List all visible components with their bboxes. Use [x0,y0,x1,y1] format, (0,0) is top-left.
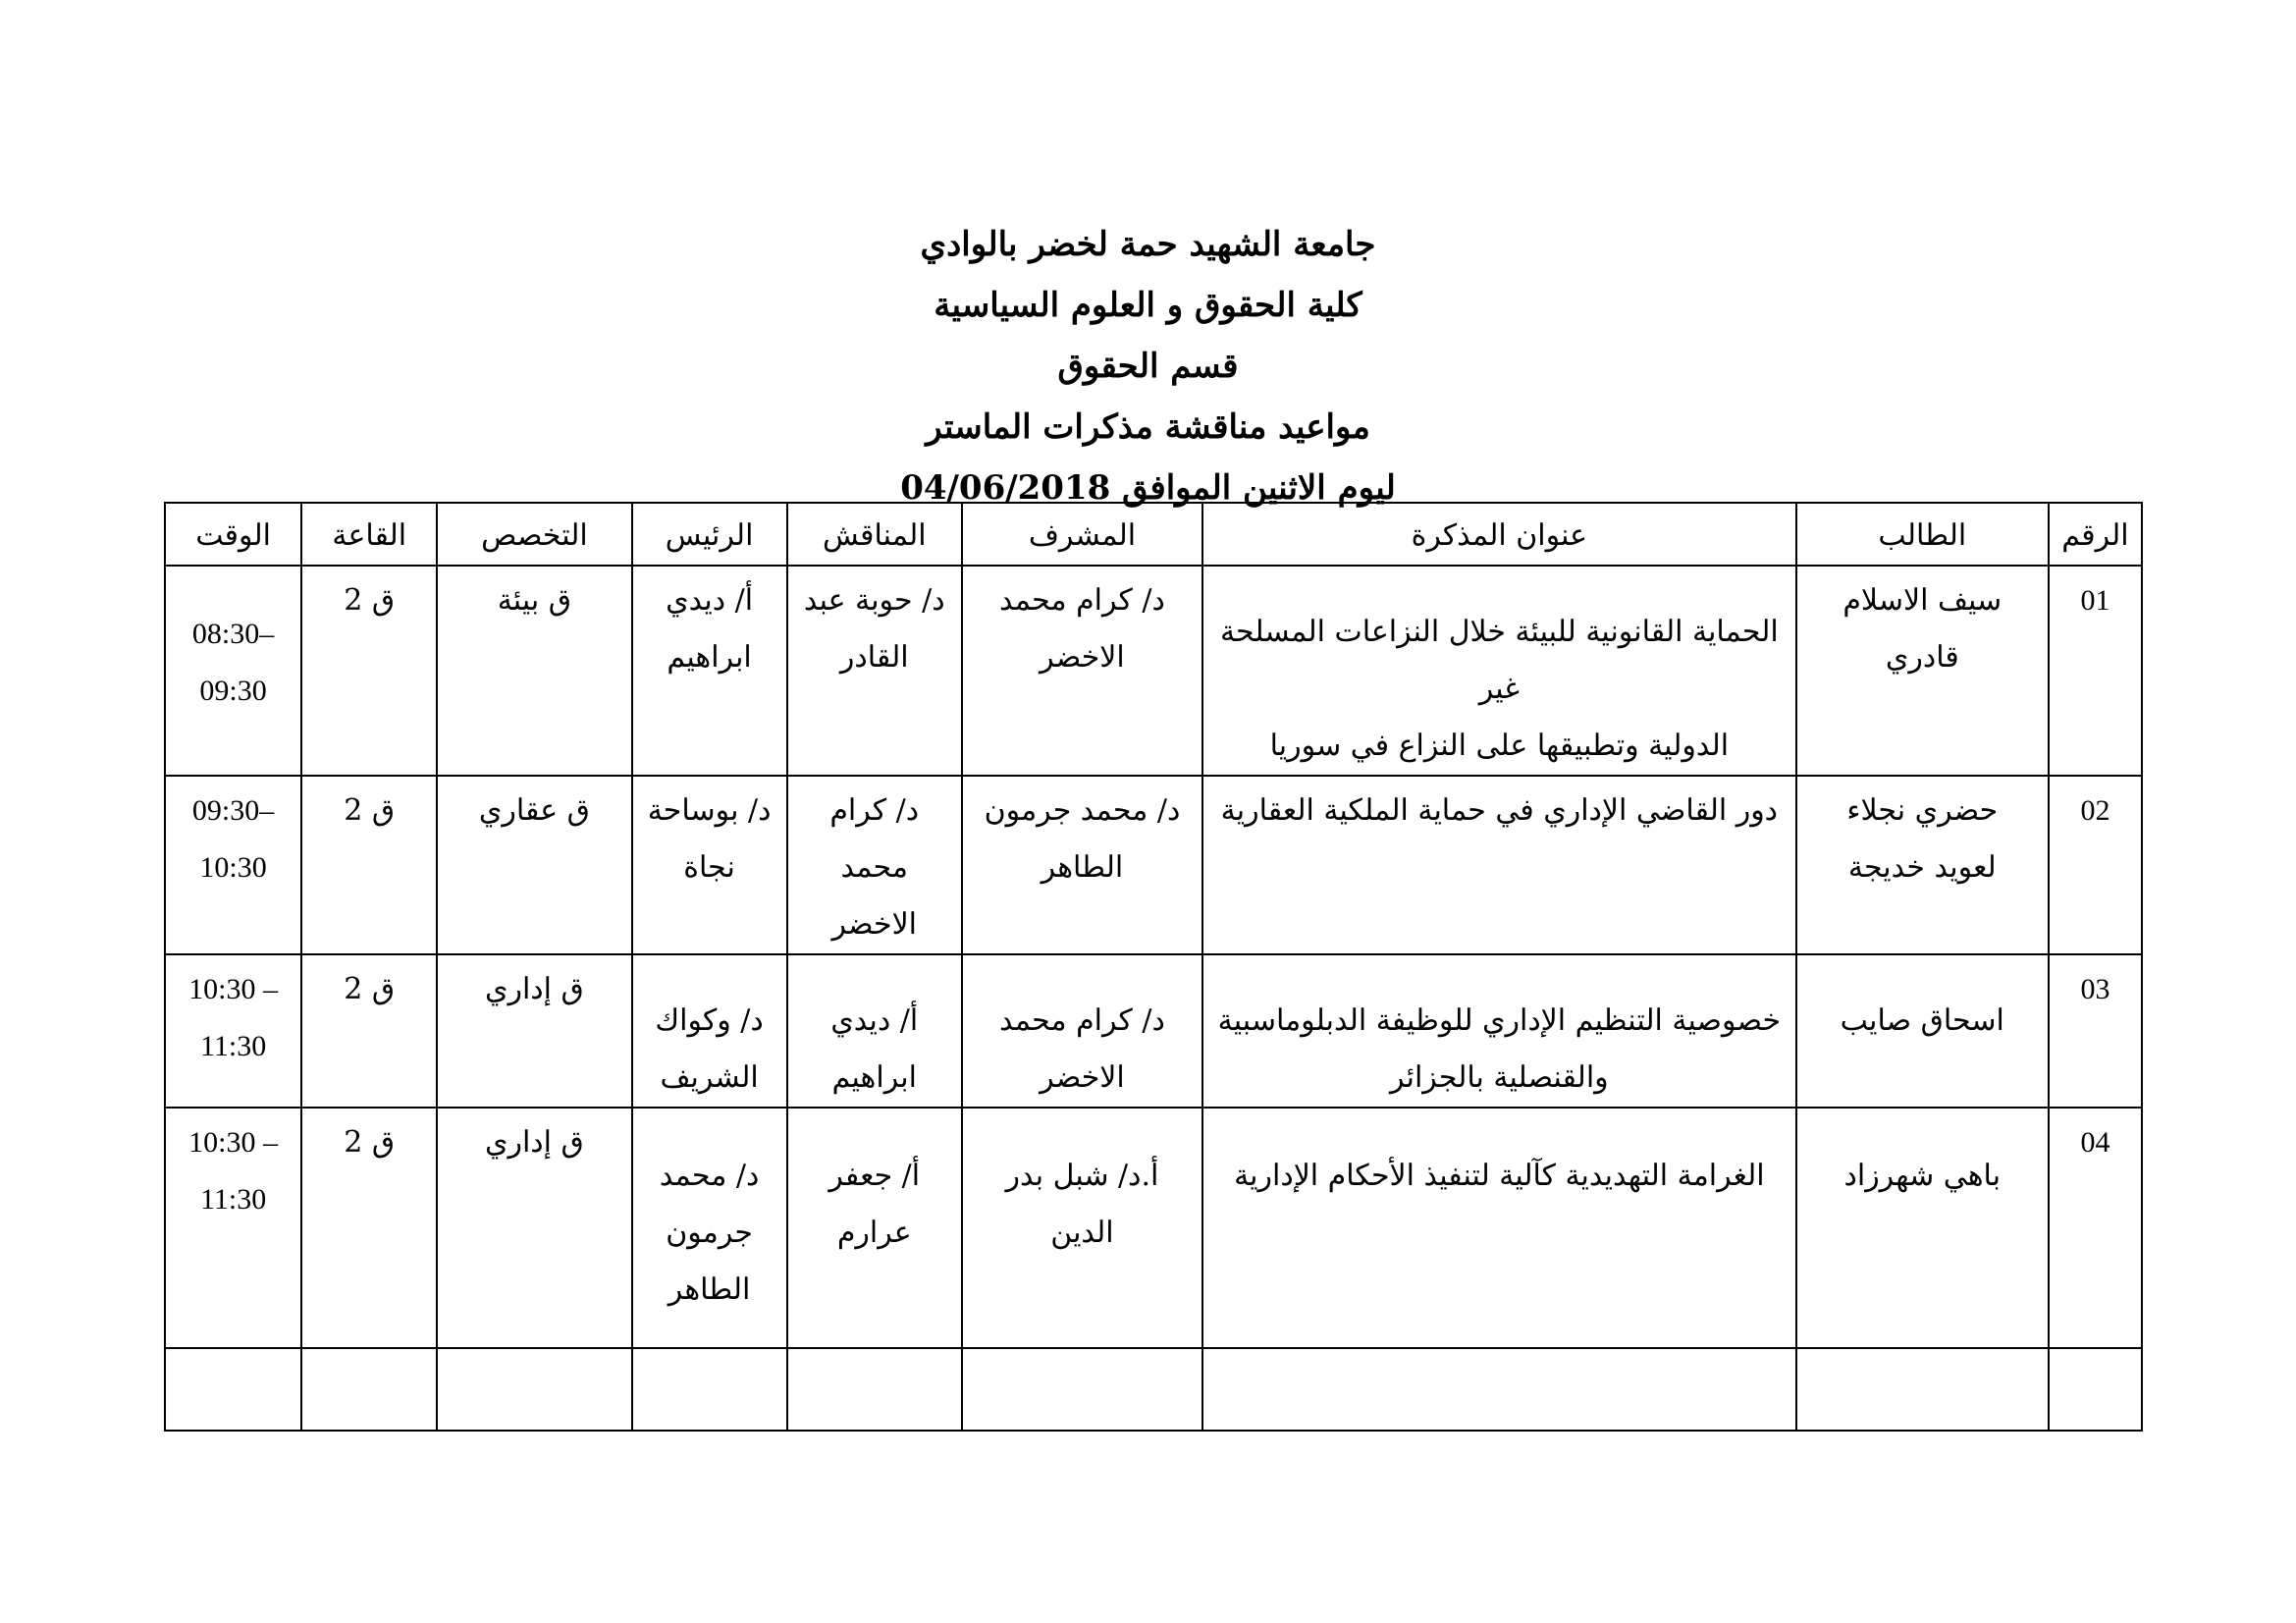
document-header [0,214,2296,518]
empty-cell [2049,1348,2142,1431]
thesis-title-line: والقنصلية بالجزائر [1390,1060,1609,1095]
room-cell: ق 2 [301,954,437,1108]
examiner-cell [787,566,962,776]
supervisor-line: د/ محمد جرمون [984,793,1181,828]
president-line: ابراهيم [667,640,752,675]
table-row [165,566,2142,776]
time-line: 11:30 [199,1183,267,1216]
student-name-line: قادري [1885,640,1959,675]
column-header: الرقم [2049,503,2142,566]
column-header: الوقت [165,503,301,566]
row-number: 04 [2049,1108,2142,1348]
supervisor-line: الاخضر [1040,1060,1125,1095]
supervisor-cell [962,566,1202,776]
row-number: 03 [2049,954,2142,1108]
examiner-line: القادر [839,640,909,675]
examiner-line: د/ حوبة عبد [803,583,945,618]
defense-schedule-table [164,502,2143,1432]
empty-cell [1796,1348,2049,1431]
table-header-row [165,503,2142,566]
faculty-name: كلية الحقوق و العلوم السياسية [934,286,1362,325]
examiner-cell [787,1108,962,1348]
table-row [165,954,2142,1108]
time-line: 11:30 [199,1030,267,1062]
president-line: د/ بوساحة [647,793,772,828]
room-cell: ق 2 [301,566,437,776]
row-number: 02 [2049,776,2142,954]
examiner-line: أ/ ديدي [830,1003,919,1038]
time-cell [165,566,301,776]
supervisor-cell [962,776,1202,954]
examiner-line: ابراهيم [831,1060,917,1095]
column-header: المناقش [787,503,962,566]
time-line: 09:30 [199,675,267,707]
room-cell: ق 2 [301,1108,437,1348]
president-line: د/ وكواك [655,1003,764,1038]
thesis-title-line: دور القاضي الإداري في حماية الملكية العقارية [1220,793,1779,828]
examiner-line: أ/ جعفر [828,1159,921,1193]
president-cell [632,776,787,954]
empty-cell [962,1348,1202,1431]
student-name-line: حضري نجلاء [1846,793,1999,828]
date-line: ليوم الاثنين الموافق 04/06/2018 [900,468,1396,508]
student-cell [1796,566,2049,776]
empty-table-row [165,1348,2142,1431]
supervisor-line: الاخضر [1040,640,1125,675]
student-name-line: سيف الاسلام [1842,583,2002,618]
time-line: 10:30 – [188,973,279,1005]
department-name: قسم الحقوق [1057,347,1239,386]
student-name-line: اسحاق صايب [1840,1003,2004,1038]
column-header: الرئيس [632,503,787,566]
student-name-line: لعويد خديجة [1847,850,1997,885]
thesis-title-line: الغرامة التهديدية كآلية لتنفيذ الأحكام الإدارية [1234,1159,1765,1193]
university-name: جامعة الشهيد حمة لخضر بالوادي [920,225,1376,264]
specialty-cell: ق بيئة [437,566,631,776]
thesis-title-line: خصوصية التنظيم الإداري للوظيفة الدبلوماسبية [1217,1003,1782,1038]
column-header: المشرف [962,503,1202,566]
empty-cell [1202,1348,1796,1431]
president-line: الطاهر [667,1272,751,1307]
thesis-title-line: الحماية القانونية للبيئة خلال النزاعات المسلحة غير [1219,615,1779,706]
time-line: 09:30– [191,794,275,827]
empty-cell [301,1348,437,1431]
student-cell [1796,1108,2049,1348]
supervisor-line: د/ كرام محمد [999,583,1165,618]
specialty-cell: ق عقاري [437,776,631,954]
specialty-cell: ق إداري [437,1108,631,1348]
president-line: أ/ ديدي [666,583,754,618]
student-cell [1796,954,2049,1108]
document-title: مواعيد مناقشة مذكرات الماستر [926,407,1370,447]
column-header: عنوان المذكرة [1202,503,1796,566]
room-cell: ق 2 [301,776,437,954]
column-header: التخصص [437,503,631,566]
supervisor-cell [962,954,1202,1108]
thesis-title-cell [1202,776,1796,954]
row-number: 01 [2049,566,2142,776]
supervisor-cell [962,1108,1202,1348]
president-line: د/ محمد [659,1159,760,1193]
president-cell [632,954,787,1108]
column-header: القاعة [301,503,437,566]
thesis-title-cell [1202,566,1796,776]
empty-cell [165,1348,301,1431]
column-header: الطالب [1796,503,2049,566]
student-cell [1796,776,2049,954]
examiner-cell [787,776,962,954]
president-line: الشريف [660,1060,759,1095]
time-cell [165,954,301,1108]
examiner-cell [787,954,962,1108]
examiner-line: عرارم [836,1216,912,1250]
empty-cell [437,1348,631,1431]
supervisor-line: الطاهر [1041,850,1124,885]
supervisor-line: د/ كرام محمد [999,1003,1165,1038]
examiner-line: د/ كرام محمد [829,793,920,885]
examiner-line: الاخضر [831,907,918,942]
thesis-title-cell [1202,1108,1796,1348]
supervisor-line: أ.د/ شبل بدر الدين [1005,1159,1159,1250]
time-line: 10:30 [199,851,267,884]
empty-cell [632,1348,787,1431]
table-row [165,776,2142,954]
table-row [165,1108,2142,1348]
student-name-line: باهي شهرزاد [1843,1159,2002,1193]
time-cell [165,776,301,954]
time-cell [165,1108,301,1348]
president-cell [632,1108,787,1348]
empty-cell [787,1348,962,1431]
specialty-cell: ق إداري [437,954,631,1108]
president-line: جرمون [666,1216,753,1250]
time-line: 08:30– [191,618,275,650]
thesis-title-cell [1202,954,1796,1108]
time-line: 10:30 – [188,1126,279,1159]
president-line: نجاة [683,850,735,885]
president-cell [632,566,787,776]
thesis-title-line: الدولية وتطبيقها على النزاع في سوريا [1269,729,1730,763]
